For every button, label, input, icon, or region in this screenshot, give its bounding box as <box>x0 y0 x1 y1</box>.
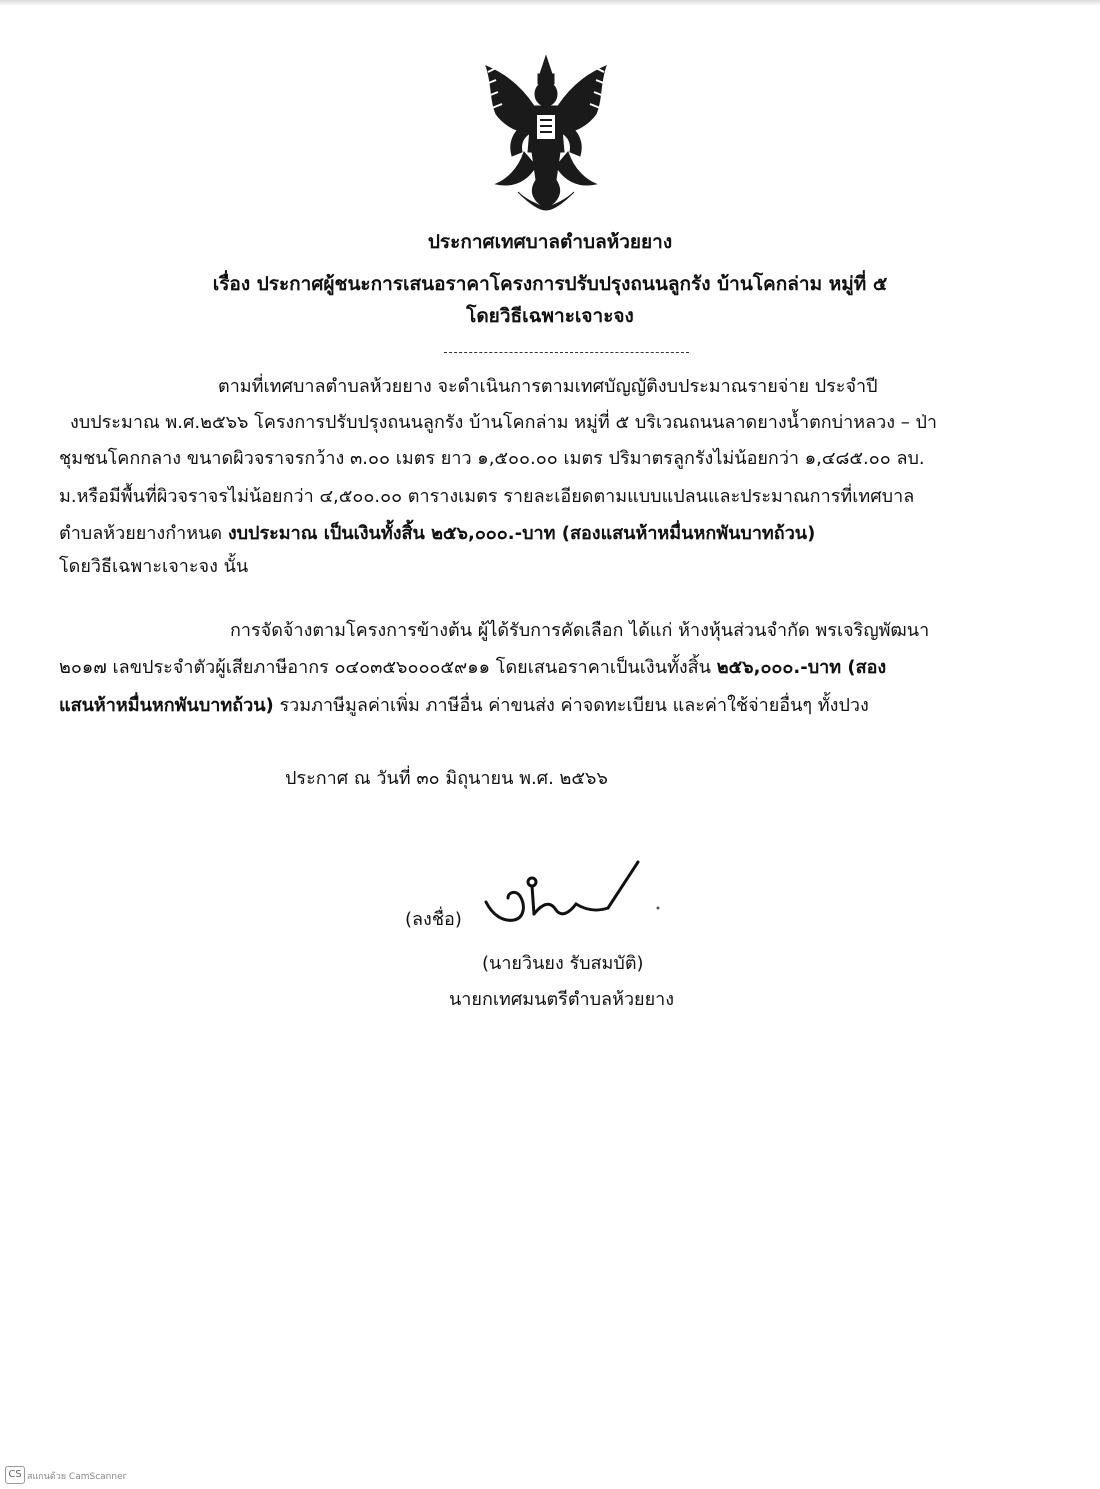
sign-label: (ลงชื่อ) <box>405 909 462 930</box>
announcement-date: ประกาศ ณ วันที่ ๓๐ มิถุนายน พ.ศ. ๒๕๖๖ <box>285 768 608 789</box>
signatory-name: (นายวินยง รับสมบัติ) <box>482 953 644 974</box>
camscanner-logo-icon: CS <box>5 1466 25 1484</box>
winning-bid-amount: ๒๕๖,๐๐๐.-บาท (สอง <box>716 657 887 678</box>
announcement-org-title: ประกาศเทศบาลตำบลห้วยยาง <box>427 231 673 253</box>
announcement-method: โดยวิธีเฉพาะเจาะจง <box>466 305 634 327</box>
paragraph-1-line-2: งบประมาณ พ.ศ.๒๕๖๖ โครงการปรับปรุงถนนลูกรัง บ้านโคกล่าม หมู่ที่ ๕ บริเวณถนนลาดยางน้ำตกบ่าหลวง – ป่า <box>70 412 937 433</box>
paragraph-1-line-5-plain: ตำบลห้วยยางกำหนด <box>59 523 228 544</box>
budget-amount: งบประมาณ เป็นเงินทั้งสิ้น ๒๕๖,๐๐๐.-บาท (สองแสนห้าหมื่นหกพันบาทถ้วน) <box>227 523 816 544</box>
paragraph-2-line-3 <box>59 693 869 719</box>
title-divider <box>444 352 689 353</box>
scan-edge <box>0 0 1100 6</box>
paragraph-2-line-2 <box>59 655 886 681</box>
paragraph-2-line-2-plain: ๒๐๑๗ เลขประจำตัวผู้เสียภาษีอากร ๐๔๐๓๕๖๐๐๐๕๙๑๑ โดยเสนอราคาเป็นเงินทั้งสิ้น <box>59 657 717 678</box>
paragraph-2-line-3-plain: รวมภาษีมูลค่าเพิ่ม ภาษีอื่น ค่าขนส่ง ค่าจดทะเบียน และค่าใช้จ่ายอื่นๆ ทั้งปวง <box>273 695 869 716</box>
paragraph-1-line-6: โดยวิธีเฉพาะเจาะจง นั้น <box>59 556 249 577</box>
announcement-subject: เรื่อง ประกาศผู้ชนะการเสนอราคาโครงการปรับปรุงถนนลูกรัง บ้านโคกล่าม หมู่ที่ ๕ <box>212 273 888 295</box>
camscanner-text: สแกนด้วย CamScanner <box>27 1472 127 1482</box>
paragraph-1-line-5 <box>59 521 815 547</box>
paragraph-1-line-3: ชุมชนโคกกลาง ขนาดผิวจราจรกว้าง ๓.๐๐ เมตร ยาว ๑,๕๐๐.๐๐ เมตร ปริมาตรลูกรังไม่น้อยกว่า ๑,๔๘๕.๐๐ ลบ. <box>59 448 925 469</box>
paragraph-1-line-1: ตามที่เทศบาลตำบลห้วยยาง จะดำเนินการตามเทศบัญญัติงบประมาณรายจ่าย ประจำปี <box>218 376 878 397</box>
winning-bid-amount-words: แสนห้าหมื่นหกพันบาทถ้วน) <box>59 695 274 716</box>
garuda-emblem-icon <box>478 52 614 212</box>
signatory-position: นายกเทศมนตรีตำบลห้วยยาง <box>449 989 675 1010</box>
paragraph-1-line-4: ม.หรือมีพื้นที่ผิวจราจรไม่น้อยกว่า ๔,๕๐๐.๐๐ ตารางเมตร รายละเอียดตามแบบแปลนและประมาณการที่เทศบาล <box>59 486 915 507</box>
paragraph-2-line-1: การจัดจ้างตามโครงการข้างต้น ผู้ได้รับการคัดเลือก ได้แก่ ห้างหุ้นส่วนจำกัด พรเจริญพัฒนา <box>230 620 930 641</box>
handwritten-signature <box>478 852 678 932</box>
